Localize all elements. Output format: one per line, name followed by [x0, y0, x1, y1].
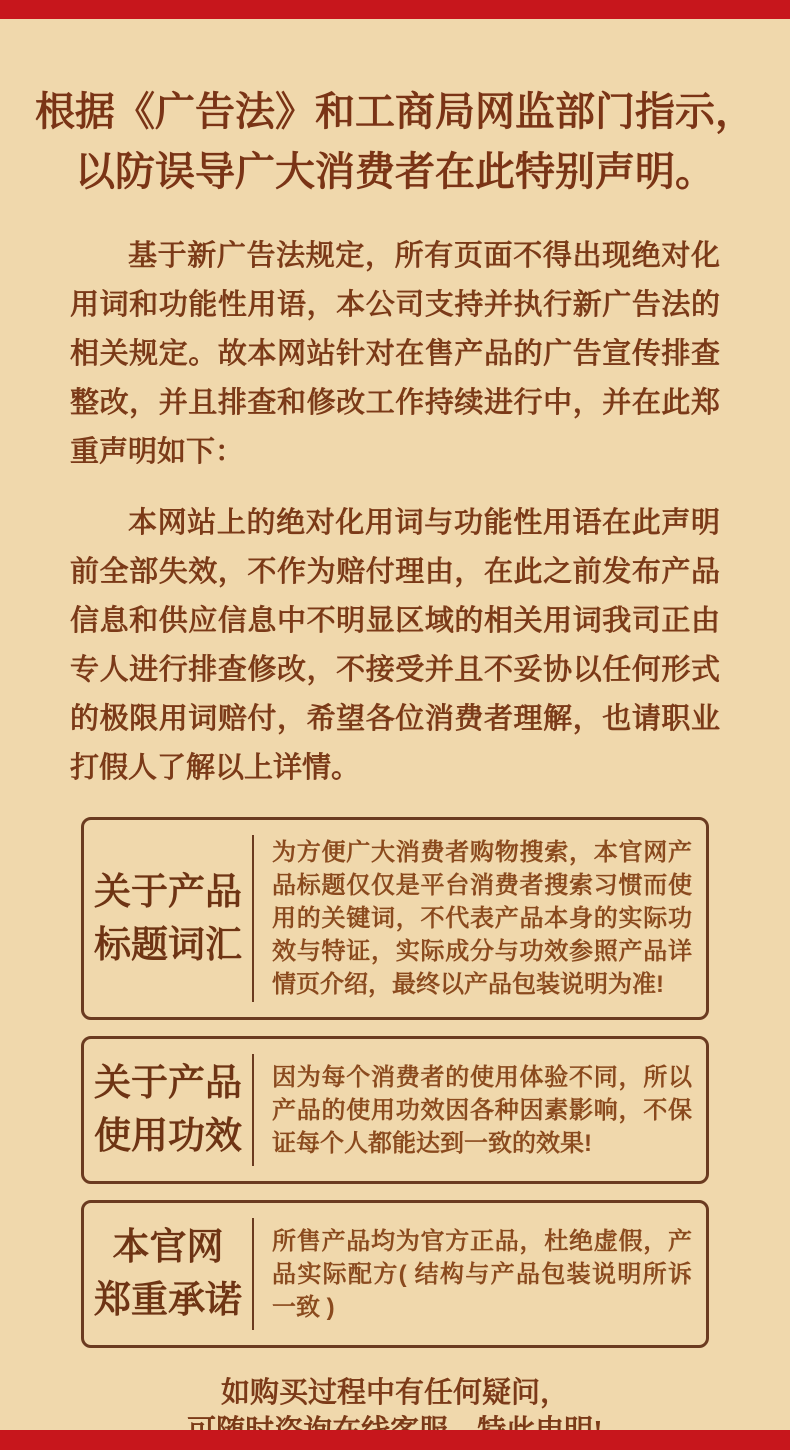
notice-box-product-effect — [81, 1036, 709, 1184]
statement-paragraph-2: 本网站上的绝对化用词与功能性用语在此声明前全部失效，不作为赔付理由，在此之前发布产品信息和供应信息中不明显区域的相关用词我司正由专人进行排查修改，不接受并且不妥协以任何形式的极限用词赔付，希望各位消费者理解，也请职业打假人了解以上详情。 — [70, 507, 720, 784]
box-label-line-1: 关于产品 — [94, 871, 242, 913]
statement-body — [70, 232, 720, 793]
statement-paragraph-1: 基于新广告法规定，所有页面不得出现绝对化用词和功能性用语，本公司支持并执行新广告法的相关规定。故本网站针对在售产品的广告宣传排查整改，并且排查和修改工作持续进行中，并在此郑重声明如下： — [70, 240, 720, 468]
notice-box-list — [81, 817, 709, 1348]
box-text-product-title: 为方便广大消费者购物搜索，本官网产品标题仅仅是平台消费者搜索习惯而使用的关键词，不代表产品本身的实际功效与特证，实际成分与功效参照产品详情页介绍，最终以产品包装说明为准! — [272, 839, 692, 998]
title-line-2: 以防误导广大消费者在此特别声明。 — [75, 149, 715, 194]
box-text-official-promise: 所售产品均为官方正品，杜绝虚假，产品实际配方( 结构与产品包装说明所诉一致 ) — [272, 1227, 692, 1321]
box-label-line-1: 本官网 — [112, 1227, 224, 1268]
box-text-product-effect: 因为每个消费者的使用体验不同，所以产品的使用功效因各种因素影响，不保证每个人都能达到一致的效果! — [272, 1063, 692, 1157]
notice-box-official-promise — [81, 1200, 709, 1348]
footer-line-1: 如购买过程中有任何疑问， — [220, 1377, 569, 1409]
box-label-official-promise — [84, 1203, 252, 1345]
top-red-bar — [0, 0, 790, 19]
box-label-line-2: 郑重承诺 — [94, 1280, 242, 1321]
box-label-product-title — [84, 848, 252, 990]
notice-box-product-title — [81, 817, 709, 1020]
box-label-product-effect — [84, 1039, 252, 1181]
box-label-line-2: 使用功效 — [94, 1116, 242, 1157]
bottom-red-bar — [0, 1430, 790, 1450]
box-label-line-1: 关于产品 — [94, 1063, 242, 1104]
page-title — [0, 82, 790, 202]
box-label-line-2: 标题词汇 — [94, 924, 242, 966]
title-line-1: 根据《广告法》和工商局网监部门指示， — [35, 89, 755, 134]
